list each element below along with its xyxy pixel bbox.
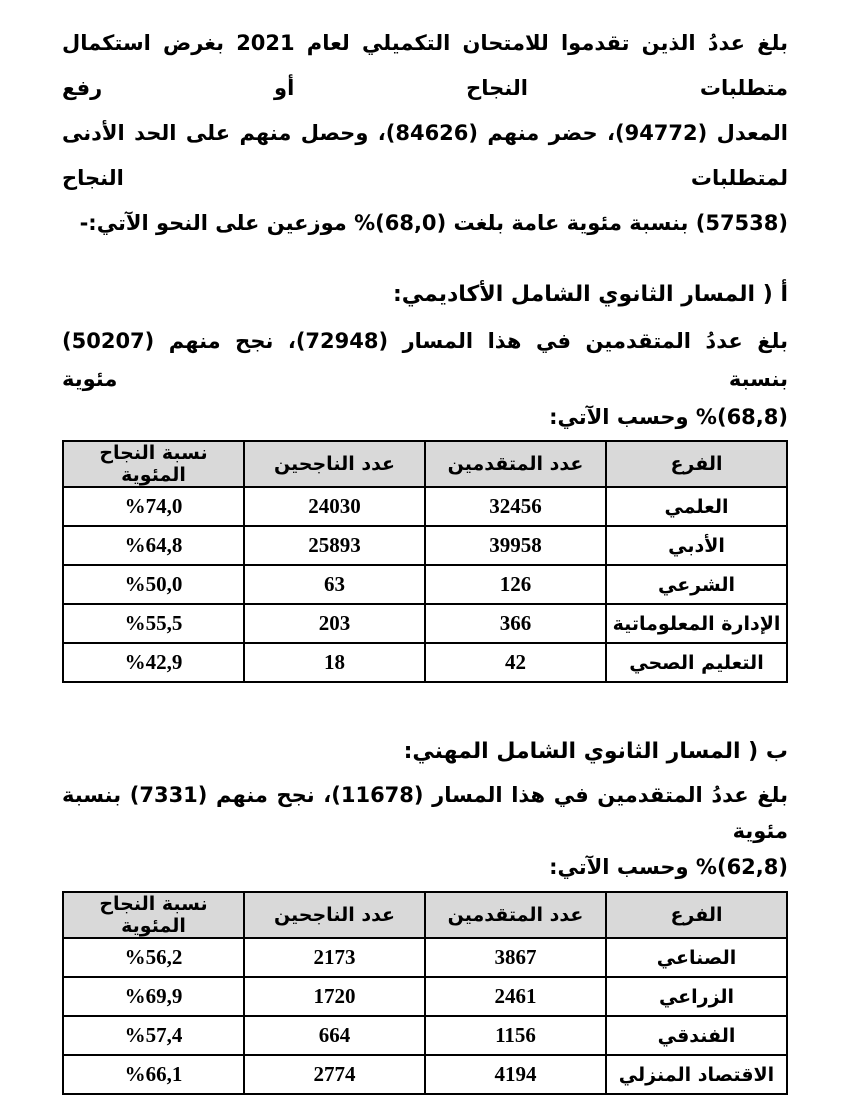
passed-cell: 24030 [244,487,425,526]
applicants-cell: 4194 [425,1055,606,1094]
applicants-cell: 2461 [425,977,606,1016]
table-row [63,977,787,1016]
header-pass-rate: نسبة النجاح المئوية [63,441,244,487]
table-row [63,643,787,682]
table-row [63,604,787,643]
passed-cell: 2774 [244,1055,425,1094]
table-row [63,487,787,526]
passed-cell: 1720 [244,977,425,1016]
section-b-line-2-text: (62,8)% وحسب الآتي: [549,855,788,879]
section-a-heading: أ ( المسار الثانوي الشامل الأكاديمي: [392,282,788,307]
passed-cell: 18 [244,643,425,682]
branch-cell: الصناعي [606,938,787,977]
applicants-cell: 126 [425,565,606,604]
table-header-row [63,892,787,938]
pass-rate-cell: %42,9 [63,643,244,682]
table-row [63,938,787,977]
header-passed: عدد الناجحين [244,441,425,487]
pass-rate-cell: %55,5 [63,604,244,643]
branch-cell: الإدارة المعلوماتية [606,604,787,643]
header-applicants: عدد المتقدمين [425,441,606,487]
applicants-cell: 1156 [425,1016,606,1055]
pass-rate-cell: %74,0 [63,487,244,526]
branch-cell: التعليم الصحي [606,643,787,682]
passed-cell: 25893 [244,526,425,565]
intro-line-2: المعدل (94772)، حضر منهم (84626)، وحصل منهم على الحد الأدنى لمتطلبات النجاح [62,121,789,190]
table-row [63,565,787,604]
applicants-cell: 39958 [425,526,606,565]
applicants-cell: 366 [425,604,606,643]
section-b-line-2 [62,849,788,885]
table-row [63,1055,787,1094]
pass-rate-cell: %50,0 [63,565,244,604]
passed-cell: 664 [244,1016,425,1055]
pass-rate-cell: %66,1 [63,1055,244,1094]
header-pass-rate: نسبة النجاح المئوية [63,892,244,938]
intro-line-1: بلغ عددُ الذين تقدموا للامتحان التكميلي لعام 2021 بغرض استكمال متطلبات النجاح أو رفع [62,31,788,100]
section-a-line-1: بلغ عددُ المتقدمين في هذا المسار (72948)، نجح منهم (50207) بنسبة مئوية [62,329,788,391]
header-passed: عدد الناجحين [244,892,425,938]
branch-cell: العلمي [606,487,787,526]
branch-cell: الشرعي [606,565,787,604]
academic-track-table [62,440,788,683]
applicants-cell: 3867 [425,938,606,977]
pass-rate-cell: %69,9 [63,977,244,1016]
section-a-line-2: (68,8)% وحسب الآتي: [549,405,788,429]
branch-cell: الفندقي [606,1016,787,1055]
pass-rate-cell: %57,4 [63,1016,244,1055]
section-a-paragraph [62,322,788,436]
section-b-heading: ب ( المسار الثانوي الشامل المهني: [403,739,788,764]
intro-paragraph [62,0,788,246]
intro-line-3: (57538) بنسبة مئوية عامة بلغت (68,0)% موزعين على النحو الآتي:- [79,211,788,235]
header-branch: الفرع [606,441,787,487]
passed-cell: 2173 [244,938,425,977]
header-applicants: عدد المتقدمين [425,892,606,938]
passed-cell: 63 [244,565,425,604]
branch-cell: الزراعي [606,977,787,1016]
header-branch: الفرع [606,892,787,938]
pass-rate-cell: %64,8 [63,526,244,565]
section-b-paragraph [62,777,788,885]
section-b-line-1: بلغ عددُ المتقدمين في هذا المسار (11678)، نجح منهم (7331) بنسبة مئوية [62,783,789,843]
applicants-cell: 42 [425,643,606,682]
table-row [63,526,787,565]
table-header-row [63,441,787,487]
applicants-cell: 32456 [425,487,606,526]
pass-rate-cell: %56,2 [63,938,244,977]
branch-cell: الأدبي [606,526,787,565]
table-row [63,1016,787,1055]
branch-cell: الاقتصاد المنزلي [606,1055,787,1094]
passed-cell: 203 [244,604,425,643]
